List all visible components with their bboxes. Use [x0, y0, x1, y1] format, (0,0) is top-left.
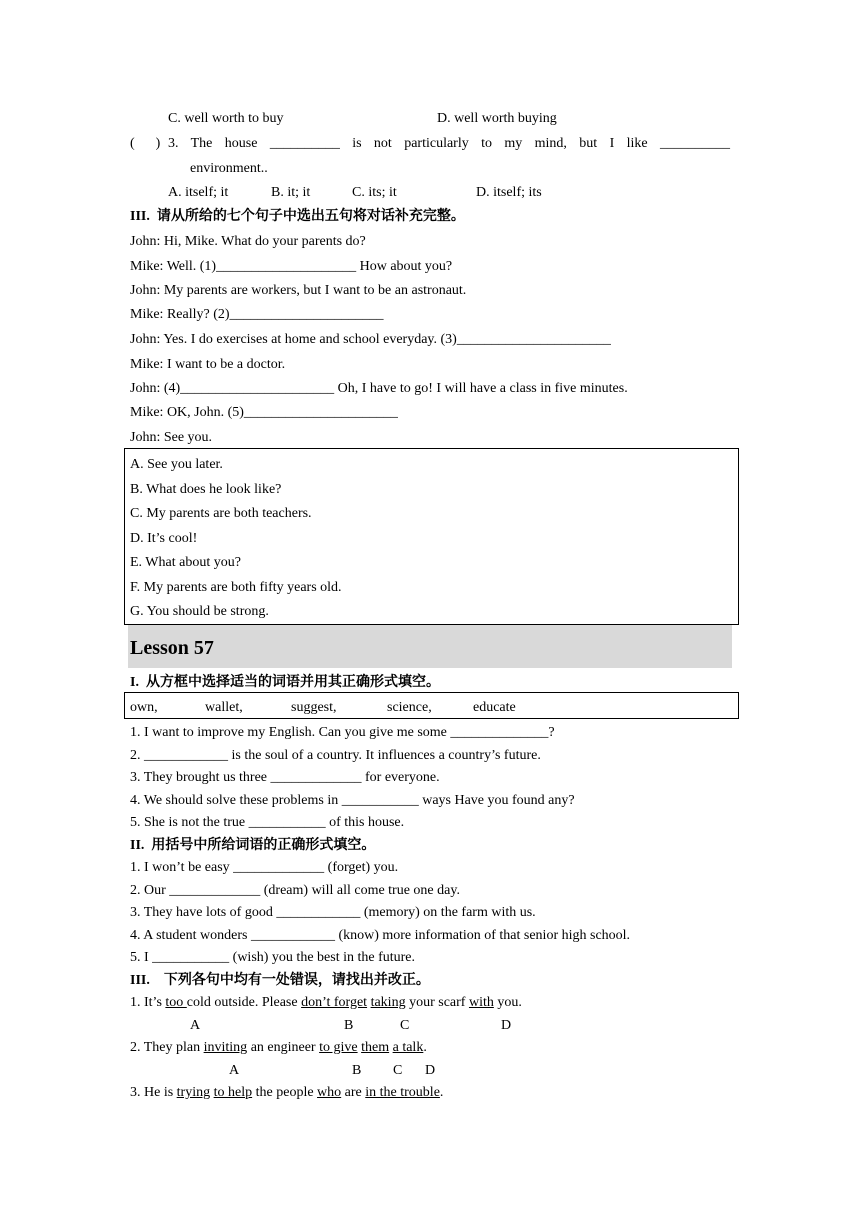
option-label: A — [229, 1063, 240, 1078]
section-heading: I. 从方框中选择适当的词语并用其正确形式填空。 — [130, 675, 440, 690]
option-label: A — [190, 1018, 201, 1033]
choice-item: A. See you later. — [130, 457, 223, 472]
word-box-item: science, — [387, 700, 432, 715]
choices-box — [124, 448, 739, 625]
error-sentence: 2. They plan inviting an engineer to give them a talk. — [130, 1040, 427, 1055]
underlined-part-c: taking — [370, 995, 406, 1010]
dialogue-line: John: (4)______________________ Oh, I have to go! I will have a class in five minutes. — [130, 381, 628, 396]
dialogue-line: John: See you. — [130, 430, 213, 445]
dialogue-line: John: Yes. I do exercises at home and school everyday. (3)______________________ — [130, 332, 611, 347]
underlined-part-d: with — [468, 995, 494, 1010]
choice-item: B. What does he look like? — [130, 482, 282, 497]
exercise-item: 4. A student wonders ____________ (know) more information of that senior high school. — [130, 928, 631, 943]
underlined-part-b: to give — [319, 1040, 358, 1055]
choice-item: G. You should be strong. — [130, 604, 269, 619]
section-heading: II. 用括号中所给词语的正确形式填空。 — [130, 838, 376, 853]
choice-item: E. What about you? — [130, 555, 241, 570]
underlined-part-a: inviting — [203, 1040, 248, 1055]
choice-item: D. It’s cool! — [130, 531, 198, 546]
choice-item: F. My parents are both fifty years old. — [130, 580, 342, 595]
option-c: C. well worth to buy — [168, 111, 284, 126]
underlined-part-a: trying — [176, 1085, 211, 1100]
error-sentence: 1. It’s too cold outside. Please don’t forget taking your scarf with you. — [130, 995, 522, 1010]
question-3-line2: environment.. — [190, 161, 268, 176]
question-3-line1: 3. The house __________ is not particularly to my mind, but I like __________ — [168, 136, 730, 151]
lesson-title: Lesson 57 — [130, 637, 214, 659]
exercise-item: 5. She is not the true ___________ of this house. — [130, 815, 405, 830]
option-label: B — [344, 1018, 354, 1033]
option-b: B. it; it — [271, 185, 311, 200]
answer-paren: ( ) — [130, 136, 161, 151]
exercise-item: 4. We should solve these problems in ___________ ways Have you found any? — [130, 793, 575, 808]
dialogue-line: John: Hi, Mike. What do your parents do? — [130, 234, 366, 249]
dialogue-line: Mike: I want to be a doctor. — [130, 357, 286, 372]
section-heading: III. 下列各句中均有一处错误，请找出并改正。 — [130, 973, 430, 988]
option-c: C. its; it — [352, 185, 397, 200]
option-label: D — [425, 1063, 436, 1078]
exercise-item: 2. Our _____________ (dream) will all come true one day. — [130, 883, 460, 898]
option-d: D. well worth buying — [437, 111, 557, 126]
underlined-part-c: who — [317, 1085, 342, 1100]
underlined-part-b: don’t forget — [301, 995, 368, 1010]
option-label: D — [501, 1018, 512, 1033]
option-label: C — [400, 1018, 410, 1033]
exercise-item: 2. ____________ is the soul of a country. It influences a country’s future. — [130, 748, 541, 763]
dialogue-line: Mike: OK, John. (5)______________________ — [130, 405, 398, 420]
exercise-item: 1. I want to improve my English. Can you give me some ______________? — [130, 725, 555, 740]
underlined-part-d: a talk — [392, 1040, 424, 1055]
word-box-item: suggest, — [291, 700, 337, 715]
word-box-item: own, — [130, 700, 158, 715]
word-box-item: wallet, — [205, 700, 243, 715]
exercise-item: 5. I ___________ (wish) you the best in the future. — [130, 950, 416, 965]
underlined-part-b: to help — [213, 1085, 253, 1100]
underlined-part-d: in the trouble — [365, 1085, 440, 1100]
option-label: C — [393, 1063, 403, 1078]
exercise-item: 3. They have lots of good ____________ (memory) on the farm with us. — [130, 905, 536, 920]
dialogue-line: Mike: Well. (1)____________________ How about you? — [130, 259, 453, 274]
option-d: D. itself; its — [476, 185, 542, 200]
dialogue-line: John: My parents are workers, but I want to be an astronaut. — [130, 283, 467, 298]
lesson-banner — [128, 625, 732, 668]
error-sentence: 3. He is trying to help the people who are in the trouble. — [130, 1085, 444, 1100]
dialogue-line: Mike: Really? (2)______________________ — [130, 307, 384, 322]
underlined-part-c: them — [361, 1040, 390, 1055]
choice-item: C. My parents are both teachers. — [130, 506, 312, 521]
exercise-item: 3. They brought us three _____________ for everyone. — [130, 770, 440, 785]
underlined-part-a: too — [165, 995, 187, 1010]
option-label: B — [352, 1063, 362, 1078]
section-heading: III. 请从所给的七个句子中选出五句将对话补充完整。 — [130, 209, 465, 224]
word-box-item: educate — [473, 700, 516, 715]
option-a: A. itself; it — [168, 185, 229, 200]
exercise-item: 1. I won’t be easy _____________ (forget) you. — [130, 860, 399, 875]
